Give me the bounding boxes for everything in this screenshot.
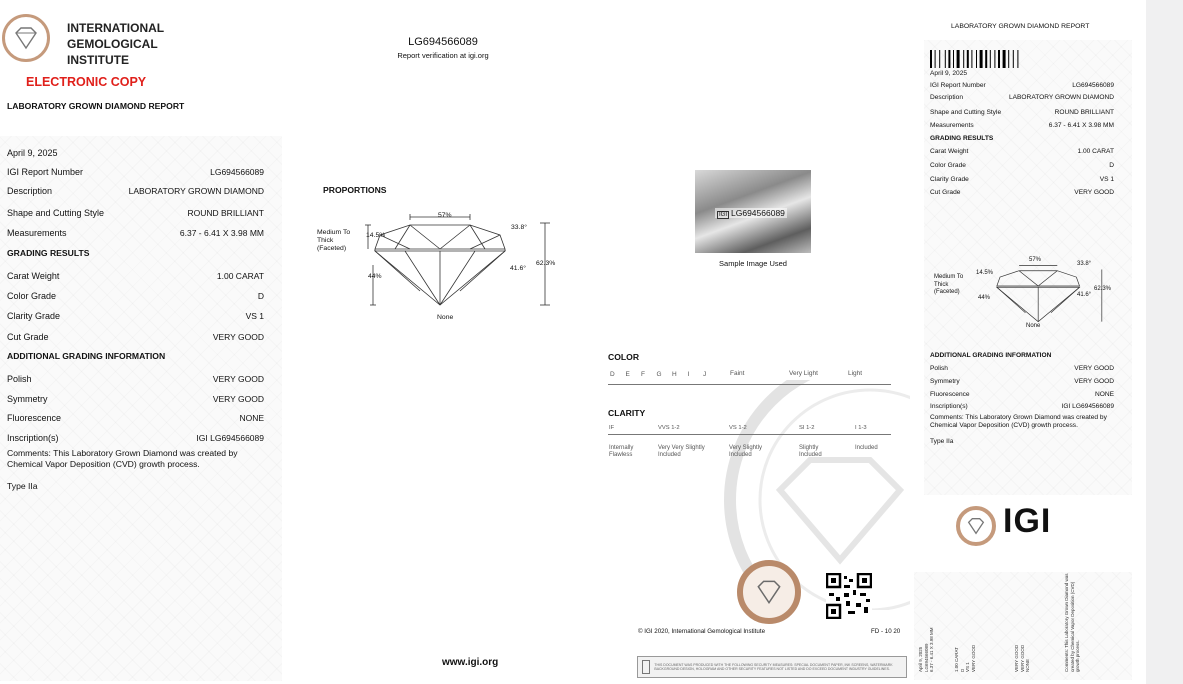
right-crown-height: 14.5% — [976, 270, 994, 276]
barcode-bar — [1017, 50, 1018, 68]
clarity-scale-line — [608, 434, 891, 435]
detail-row — [7, 271, 264, 281]
vertical-measurements: 6.37 - 6.41 X 3.98 MM — [929, 627, 934, 672]
barcode-bar — [930, 50, 932, 68]
igi-brand-text: IGI — [1003, 502, 1052, 540]
right-detail-value: VERY GOOD — [1074, 378, 1114, 385]
clarity-desc-4: Included — [855, 445, 878, 451]
sample-diamond-image — [695, 170, 811, 253]
detail-row — [7, 228, 264, 238]
center-report-number: LG694566089 — [408, 36, 478, 48]
detail-row — [7, 311, 264, 321]
vertical-additional — [1014, 572, 1031, 672]
vertical-fluorescence: NONE — [1025, 658, 1030, 672]
org-line-3: INSTITUTE — [67, 53, 129, 67]
right-report-title: LABORATORY GROWN DIAMOND REPORT — [951, 23, 1090, 30]
org-line-2: GEMOLOGICAL — [67, 37, 158, 51]
vertical-date: April 9, 2025 — [918, 646, 923, 672]
vertical-grading — [954, 572, 976, 672]
pavilion-angle: 41.6° — [510, 265, 526, 272]
diamond-type: Type IIa — [7, 481, 38, 491]
sample-inscription-text: LG694566089 — [731, 208, 785, 218]
detail-row — [7, 167, 264, 177]
right-detail-value: VERY GOOD — [1074, 189, 1114, 196]
igi-logo-seal — [2, 14, 50, 62]
detail-value: D — [257, 291, 264, 301]
right-pavilion-angle: 41.6° — [1077, 292, 1092, 298]
right-detail-label: Carat Weight — [930, 148, 969, 155]
igi-inscription-icon: IGI — [719, 212, 728, 218]
org-name — [67, 20, 164, 68]
barcode-bar — [939, 50, 940, 68]
table-percent: 57% — [438, 212, 452, 219]
right-comments: Comments: This Laboratory Grown Diamond was created by Chemical Vapor Deposition (CVD) growth process. — [930, 414, 1107, 429]
color-letter: J — [703, 371, 707, 378]
color-group-faint: Faint — [730, 370, 745, 377]
detail-label: Carat Weight — [7, 271, 60, 281]
copyright-text: © IGI 2020, International Gemological Institute — [638, 628, 766, 635]
clarity-grade-1: VVS 1-2 — [658, 425, 680, 431]
center-verification: Report verification at igi.org — [397, 51, 489, 60]
right-detail-label: Inscription(s) — [930, 403, 968, 410]
sample-inscription — [715, 208, 787, 218]
detail-label: Measurements — [7, 228, 67, 238]
right-detail-value: 1.00 CARAT — [1077, 148, 1114, 155]
right-detail-label: Description — [930, 94, 963, 101]
vertical-symmetry: VERY GOOD — [1019, 644, 1025, 672]
detail-value: VS 1 — [245, 311, 264, 321]
detail-value: 6.37 - 6.41 X 3.98 MM — [179, 228, 264, 238]
barcode-bar — [935, 50, 936, 68]
right-detail-value: ROUND BRILLIANT — [1054, 109, 1114, 116]
vertical-summary — [914, 572, 1132, 680]
detail-row — [7, 433, 264, 443]
color-scale — [608, 368, 891, 385]
barcode-icon — [930, 50, 1042, 68]
barcode-bar — [967, 50, 969, 68]
detail-label: Description — [7, 186, 53, 196]
brand-diamond-icon — [965, 515, 987, 537]
vertical-color: D — [959, 668, 965, 672]
report-date: April 9, 2025 — [7, 148, 58, 158]
grading-results-title: GRADING RESULTS — [7, 248, 90, 258]
report-type-title: LABORATORY GROWN DIAMOND REPORT — [7, 101, 185, 111]
right-detail-row — [930, 122, 1114, 129]
right-detail-row — [930, 109, 1114, 116]
vertical-clarity: VS 1 — [965, 662, 970, 672]
total-depth: 62.3% — [536, 260, 556, 267]
right-pavilion-depth: 44% — [978, 295, 991, 301]
right-detail-value: 6.37 - 6.41 X 3.98 MM — [1048, 122, 1114, 129]
right-detail-row — [930, 176, 1114, 183]
detail-label: Cut Grade — [7, 332, 49, 342]
right-detail-value: IGI LG694566089 — [1061, 403, 1114, 410]
detail-label: Shape and Cutting Style — [7, 208, 105, 218]
clarity-scale-title: CLARITY — [608, 408, 646, 418]
detail-value: VERY GOOD — [212, 332, 264, 342]
detail-row — [7, 208, 264, 218]
clarity-grade-4: I 1-3 — [855, 425, 867, 431]
right-detail-value: LABORATORY GROWN DIAMOND — [1008, 94, 1114, 101]
detail-label: Inscription(s) — [7, 433, 59, 443]
igi-bronze-seal — [737, 560, 801, 624]
right-detail-row — [930, 94, 1114, 101]
vertical-cut: VERY GOOD — [970, 644, 976, 672]
barcode-bar — [985, 50, 987, 68]
right-detail-value: VERY GOOD — [1074, 365, 1114, 372]
proportions-title: PROPORTIONS — [323, 185, 387, 195]
right-total-depth: 62.3% — [1094, 286, 1112, 292]
crown-height: 14.5% — [366, 232, 386, 239]
right-detail-value: NONE — [1094, 391, 1114, 398]
right-detail-label: IGI Report Number — [930, 82, 986, 89]
barcode-bar — [963, 50, 964, 68]
vertical-polish: VERY GOOD — [1014, 644, 1019, 672]
barcode-bar — [1003, 50, 1006, 68]
right-detail-value: LG694566089 — [1072, 82, 1114, 89]
detail-value: 1.00 CARAT — [216, 271, 264, 281]
barcode-bar — [945, 50, 946, 68]
detail-value: LABORATORY GROWN DIAMOND — [128, 186, 264, 196]
right-additional-title: ADDITIONAL GRADING INFORMATION — [930, 352, 1052, 359]
right-detail-row — [930, 82, 1114, 89]
clarity-grade-3: SI 1-2 — [799, 425, 815, 431]
sample-caption: Sample Image Used — [719, 259, 787, 268]
detail-label: Symmetry — [7, 394, 48, 404]
crown-angle: 33.8° — [511, 224, 527, 231]
right-detail-value: VS 1 — [1099, 176, 1114, 183]
barcode-bar — [994, 50, 995, 68]
color-letter: E — [625, 371, 630, 378]
form-code: FD - 10 20 — [871, 628, 901, 635]
barcode-bar — [957, 50, 960, 68]
pavilion-depth: 44% — [368, 273, 382, 280]
detail-label: Fluorescence — [7, 413, 62, 423]
right-detail-label: Polish — [930, 365, 948, 372]
vertical-comments: Comments: This Laboratory Grown Diamond was created by Chemical Vapor Deposition (CVD) growth process. — [1064, 573, 1080, 672]
girdle-label: Medium To Thick (Faceted) — [317, 229, 351, 252]
clarity-desc-3: Slightly Included — [799, 445, 822, 458]
clarity-grade-2: VS 1-2 — [729, 425, 747, 431]
right-detail-label: Clarity Grade — [930, 176, 969, 183]
color-letter: G — [656, 371, 662, 378]
right-girdle-label: Medium To Thick (Faceted) — [934, 274, 964, 295]
detail-row — [7, 291, 264, 301]
security-lock-icon — [642, 660, 650, 674]
website-link[interactable]: www.igi.org — [442, 657, 499, 668]
detail-row — [7, 394, 264, 404]
right-detail-row — [930, 365, 1114, 372]
org-line-1: INTERNATIONAL — [67, 21, 165, 35]
barcode-bar — [976, 50, 977, 68]
detail-value: VERY GOOD — [212, 394, 264, 404]
right-table-percent: 57% — [1029, 257, 1042, 263]
right-date: April 9, 2025 — [930, 70, 968, 77]
electronic-copy-label: ELECTRONIC COPY — [26, 75, 147, 89]
barcode-bar — [980, 50, 983, 68]
color-group-light: Light — [848, 370, 863, 377]
clarity-desc-2: Very Slightly Included — [729, 445, 763, 458]
color-scale-title: COLOR — [608, 352, 640, 362]
barcode-bar — [971, 50, 972, 68]
qr-code-icon — [826, 573, 872, 619]
detail-row — [7, 413, 264, 423]
detail-value: IGI LG694566089 — [196, 433, 264, 443]
clarity-desc-1: Very Very Slightly Included — [658, 445, 705, 458]
right-detail-label: Fluorescence — [930, 391, 970, 398]
color-letter: D — [610, 371, 615, 378]
vertical-carat: 1.00 CARAT — [954, 647, 959, 672]
right-margin-strip — [1146, 0, 1183, 684]
detail-label: IGI Report Number — [7, 167, 84, 177]
color-letter: H — [672, 371, 677, 378]
barcode-bar — [953, 50, 954, 68]
security-note — [637, 656, 907, 678]
seal-diamond-icon — [753, 576, 785, 608]
detail-row — [7, 186, 264, 196]
right-detail-row — [930, 403, 1114, 410]
barcode-bar — [1008, 50, 1009, 68]
detail-value: NONE — [239, 413, 264, 423]
right-detail-value: D — [1109, 162, 1114, 169]
clarity-grade-0: IF — [609, 425, 615, 431]
detail-label: Polish — [7, 374, 32, 384]
right-detail-row — [930, 378, 1114, 385]
detail-label: Color Grade — [7, 291, 57, 301]
right-detail-row — [930, 391, 1114, 398]
right-type: Type IIa — [930, 438, 954, 445]
detail-value: LG694566089 — [210, 167, 264, 177]
color-letter: I — [687, 371, 690, 378]
igi-brand-seal — [956, 506, 996, 546]
security-note-text: THIS DOCUMENT WAS PRODUCED WITH THE FOLLOWING SECURITY MEASURES: SPECIAL DOCUMENT PAPER, INK SCREENS, WATERMARK BACKGROUND DESIGN, HOLOGRAM AND OTHER SECURITY FEATURES NOT LISTED AND DO EXCEED DOCUMENT INDUSTRY GUIDELINES. — [654, 662, 893, 671]
detail-value: ROUND BRILLIANT — [187, 208, 264, 218]
vertical-report-number: LG694566089 — [923, 643, 929, 672]
barcode-bar — [1013, 50, 1014, 68]
barcode-bar — [948, 50, 950, 68]
clarity-desc-0: Internally Flawless — [609, 445, 634, 458]
right-grading-title: GRADING RESULTS — [930, 135, 994, 142]
vertical-summary-text — [918, 572, 935, 672]
detail-label: Clarity Grade — [7, 311, 61, 321]
barcode-bar — [998, 50, 1000, 68]
right-detail-row — [930, 162, 1114, 169]
detail-value: VERY GOOD — [212, 374, 264, 384]
color-letter: F — [641, 371, 645, 378]
right-detail-label: Symmetry — [930, 378, 960, 385]
additional-grading-title: ADDITIONAL GRADING INFORMATION — [7, 351, 166, 361]
barcode-bar — [990, 50, 991, 68]
right-detail-label: Measurements — [930, 122, 974, 129]
color-group-very-light: Very Light — [789, 370, 818, 377]
comments-text: Comments: This Laboratory Grown Diamond was created by Chemical Vapor Deposition (CVD) growth process. — [7, 448, 238, 469]
right-detail-row — [930, 189, 1114, 196]
right-culet-label: None — [1026, 323, 1041, 329]
diamond-icon — [11, 23, 41, 53]
detail-row — [7, 374, 264, 384]
right-detail-label: Shape and Cutting Style — [930, 109, 1002, 116]
right-crown-angle: 33.8° — [1077, 261, 1092, 267]
right-detail-label: Color Grade — [930, 162, 966, 169]
culet-label: None — [437, 314, 454, 321]
right-detail-label: Cut Grade — [930, 189, 961, 196]
right-detail-row — [930, 148, 1114, 155]
detail-row — [7, 332, 264, 342]
